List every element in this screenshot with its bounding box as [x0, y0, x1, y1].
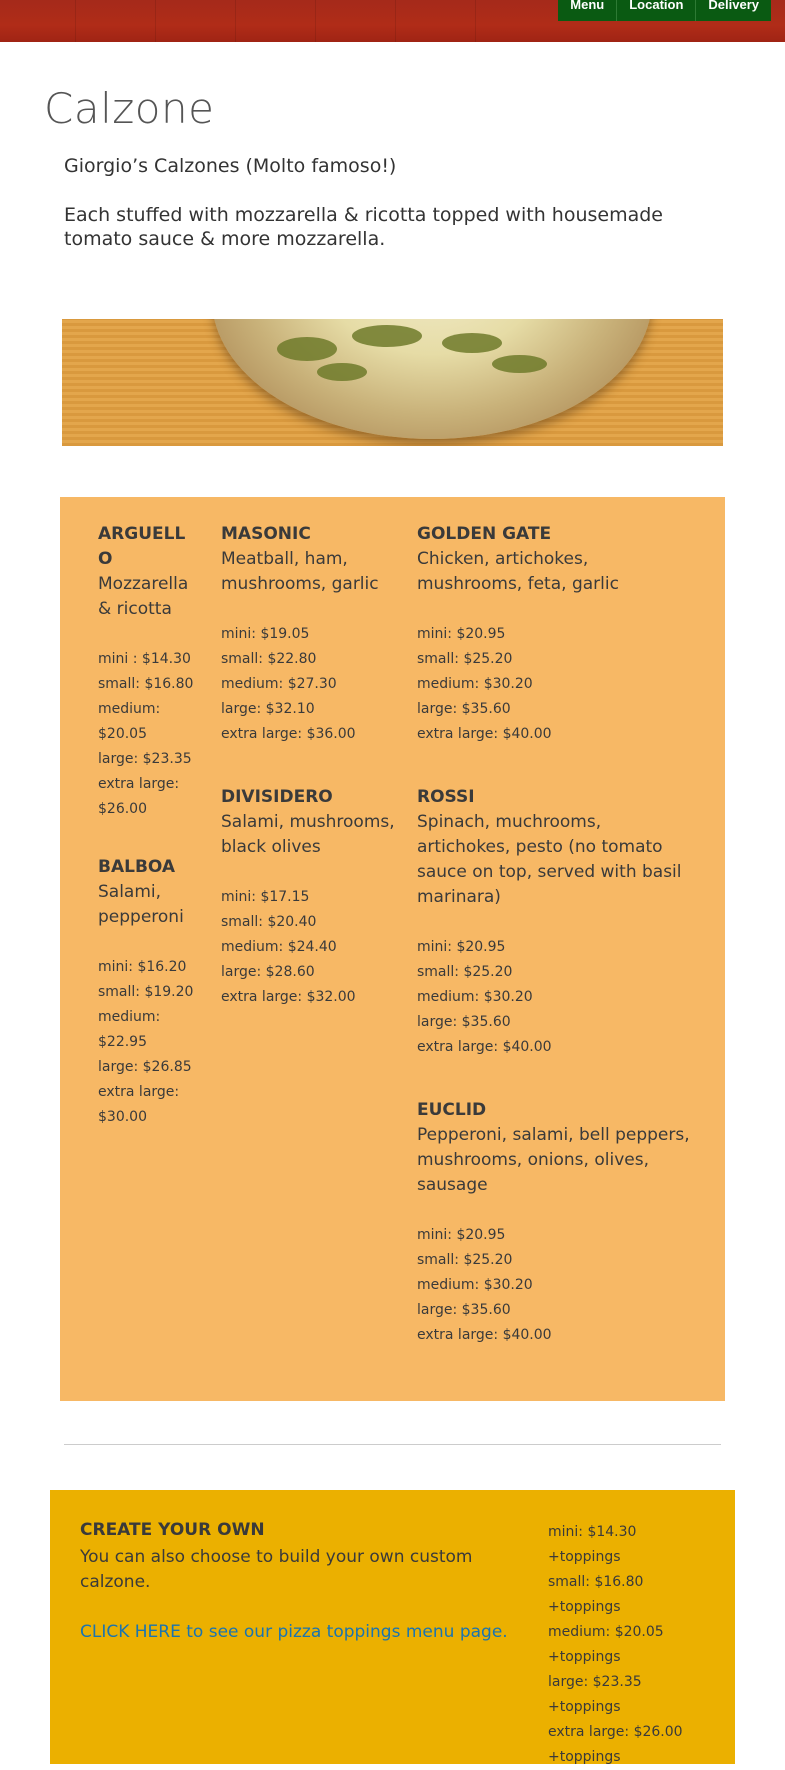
price-line: large: $35.60 [417, 1014, 511, 1030]
price-line: mini: $20.95 [417, 1227, 506, 1243]
price-line: extra large: $40.00 [417, 1327, 552, 1343]
price-line: small: $16.80 [98, 676, 194, 692]
price-line: mini: $14.30 [548, 1524, 637, 1540]
pesto-patch [492, 355, 547, 373]
price-line: large: $32.10 [221, 701, 315, 717]
section-divider [64, 1444, 721, 1445]
price-line: medium: $20.05 [98, 701, 161, 742]
cyo-title: CREATE YOUR OWN [80, 1520, 265, 1540]
menu-item-desc: Salami, pepperoni [98, 882, 184, 927]
nav-menu[interactable]: Menu [558, 0, 616, 21]
price-line: +toppings [548, 1549, 621, 1565]
price-line: large: $28.60 [221, 964, 315, 980]
menu-item-name: DIVISIDERO [221, 787, 333, 807]
price-line: extra large: $26.00 [548, 1724, 683, 1740]
price-line: medium: $30.20 [417, 676, 533, 692]
calzone-menu [60, 497, 725, 1401]
page-intro: Each stuffed with mozzarella & ricotta topped with housemade tomato sauce & more mozzarella. [64, 204, 663, 250]
calzone-banner-image [62, 319, 723, 446]
menu-item-name: ARGUELLO [98, 524, 186, 569]
price-line: small: $20.40 [221, 914, 317, 930]
menu-item-desc: Salami, mushrooms, black olives [221, 812, 395, 857]
price-line: large: $35.60 [417, 1302, 511, 1318]
price-line: +toppings [548, 1749, 621, 1765]
pesto-patch [352, 325, 422, 347]
menu-item-desc: Mozzarella & ricotta [98, 574, 189, 619]
price-line: small: $25.20 [417, 964, 513, 980]
price-line: extra large: $26.00 [98, 776, 180, 817]
menu-item-name: ROSSI [417, 787, 475, 807]
price-line: +toppings [548, 1649, 621, 1665]
price-line: mini: $20.95 [417, 939, 506, 955]
price-line: large: $26.85 [98, 1059, 192, 1075]
price-line: medium: $27.30 [221, 676, 337, 692]
price-line: mini : $14.30 [98, 651, 191, 667]
menu-item-desc: Pepperoni, salami, bell peppers, mushrooms, onions, olives, sausage [417, 1125, 690, 1195]
menu-item-prices [417, 622, 697, 747]
menu-item-euclid [417, 1098, 697, 1348]
toppings-menu-link[interactable]: CLICK HERE to see our pizza toppings menu page. [80, 1622, 508, 1642]
menu-item-desc: Spinach, muchrooms, artichokes, pesto (no tomato sauce on top, served with basil marinara) [417, 812, 682, 907]
price-line: medium: $30.20 [417, 1277, 533, 1293]
price-line: extra large: $30.00 [98, 1084, 180, 1125]
price-line: extra large: $40.00 [417, 1039, 552, 1055]
menu-item-desc: Meatball, ham, mushrooms, garlic [221, 549, 379, 594]
menu-item-name: EUCLID [417, 1100, 487, 1120]
menu-item-prices [221, 622, 396, 747]
pesto-patch [277, 337, 337, 361]
menu-item-name: BALBOA [98, 857, 176, 877]
price-line: medium: $20.05 [548, 1624, 664, 1640]
price-line: mini: $19.05 [221, 626, 310, 642]
price-line: +toppings [548, 1699, 621, 1715]
price-line: large: $23.35 [98, 751, 192, 767]
menu-item-masonic [221, 522, 396, 747]
menu-item-prices [417, 935, 697, 1060]
menu-item-desc: Chicken, artichokes, mushrooms, feta, garlic [417, 549, 619, 594]
page-title: Calzone [44, 84, 215, 133]
main-nav [558, 0, 771, 21]
price-line: medium: $24.40 [221, 939, 337, 955]
menu-item-golden-gate [417, 522, 697, 747]
price-line: extra large: $36.00 [221, 726, 356, 742]
menu-item-balboa [98, 855, 198, 1130]
price-line: small: $19.20 [98, 984, 194, 1000]
menu-item-name: MASONIC [221, 524, 311, 544]
price-line: small: $25.20 [417, 651, 513, 667]
nav-location[interactable]: Location [616, 0, 695, 21]
price-line: large: $23.35 [548, 1674, 642, 1690]
menu-item-arguello [98, 522, 198, 822]
menu-item-divisidero [221, 785, 396, 1010]
price-line: small: $25.20 [417, 1252, 513, 1268]
create-your-own-box [50, 1490, 735, 1764]
brick-line [315, 0, 316, 42]
price-line: small: $16.80 [548, 1574, 644, 1590]
menu-item-prices [98, 955, 198, 1130]
cyo-prices [548, 1520, 698, 1770]
menu-item-prices [417, 1223, 697, 1348]
brick-line [235, 0, 236, 42]
price-line: medium: $22.95 [98, 1009, 161, 1050]
calzone-crust [212, 319, 652, 439]
header-bar [0, 0, 785, 42]
menu-item-prices [221, 885, 396, 1010]
price-line: mini: $16.20 [98, 959, 187, 975]
price-line: small: $22.80 [221, 651, 317, 667]
price-line: large: $35.60 [417, 701, 511, 717]
brick-line [75, 0, 76, 42]
menu-item-prices [98, 647, 198, 822]
price-line: mini: $17.15 [221, 889, 310, 905]
brick-line [475, 0, 476, 42]
page-subtitle: Giorgio’s Calzones (Molto famoso!) [64, 155, 397, 177]
price-line: medium: $30.20 [417, 989, 533, 1005]
brick-line [155, 0, 156, 42]
price-line: extra large: $32.00 [221, 989, 356, 1005]
price-line: mini: $20.95 [417, 626, 506, 642]
pesto-patch [317, 363, 367, 381]
menu-item-rossi [417, 785, 697, 1060]
nav-delivery[interactable]: Delivery [695, 0, 771, 21]
cyo-text: You can also choose to build your own custom calzone. [80, 1547, 473, 1592]
brick-line [395, 0, 396, 42]
menu-item-name: GOLDEN GATE [417, 524, 552, 544]
price-line: extra large: $40.00 [417, 726, 552, 742]
price-line: +toppings [548, 1599, 621, 1615]
pesto-patch [442, 333, 502, 353]
